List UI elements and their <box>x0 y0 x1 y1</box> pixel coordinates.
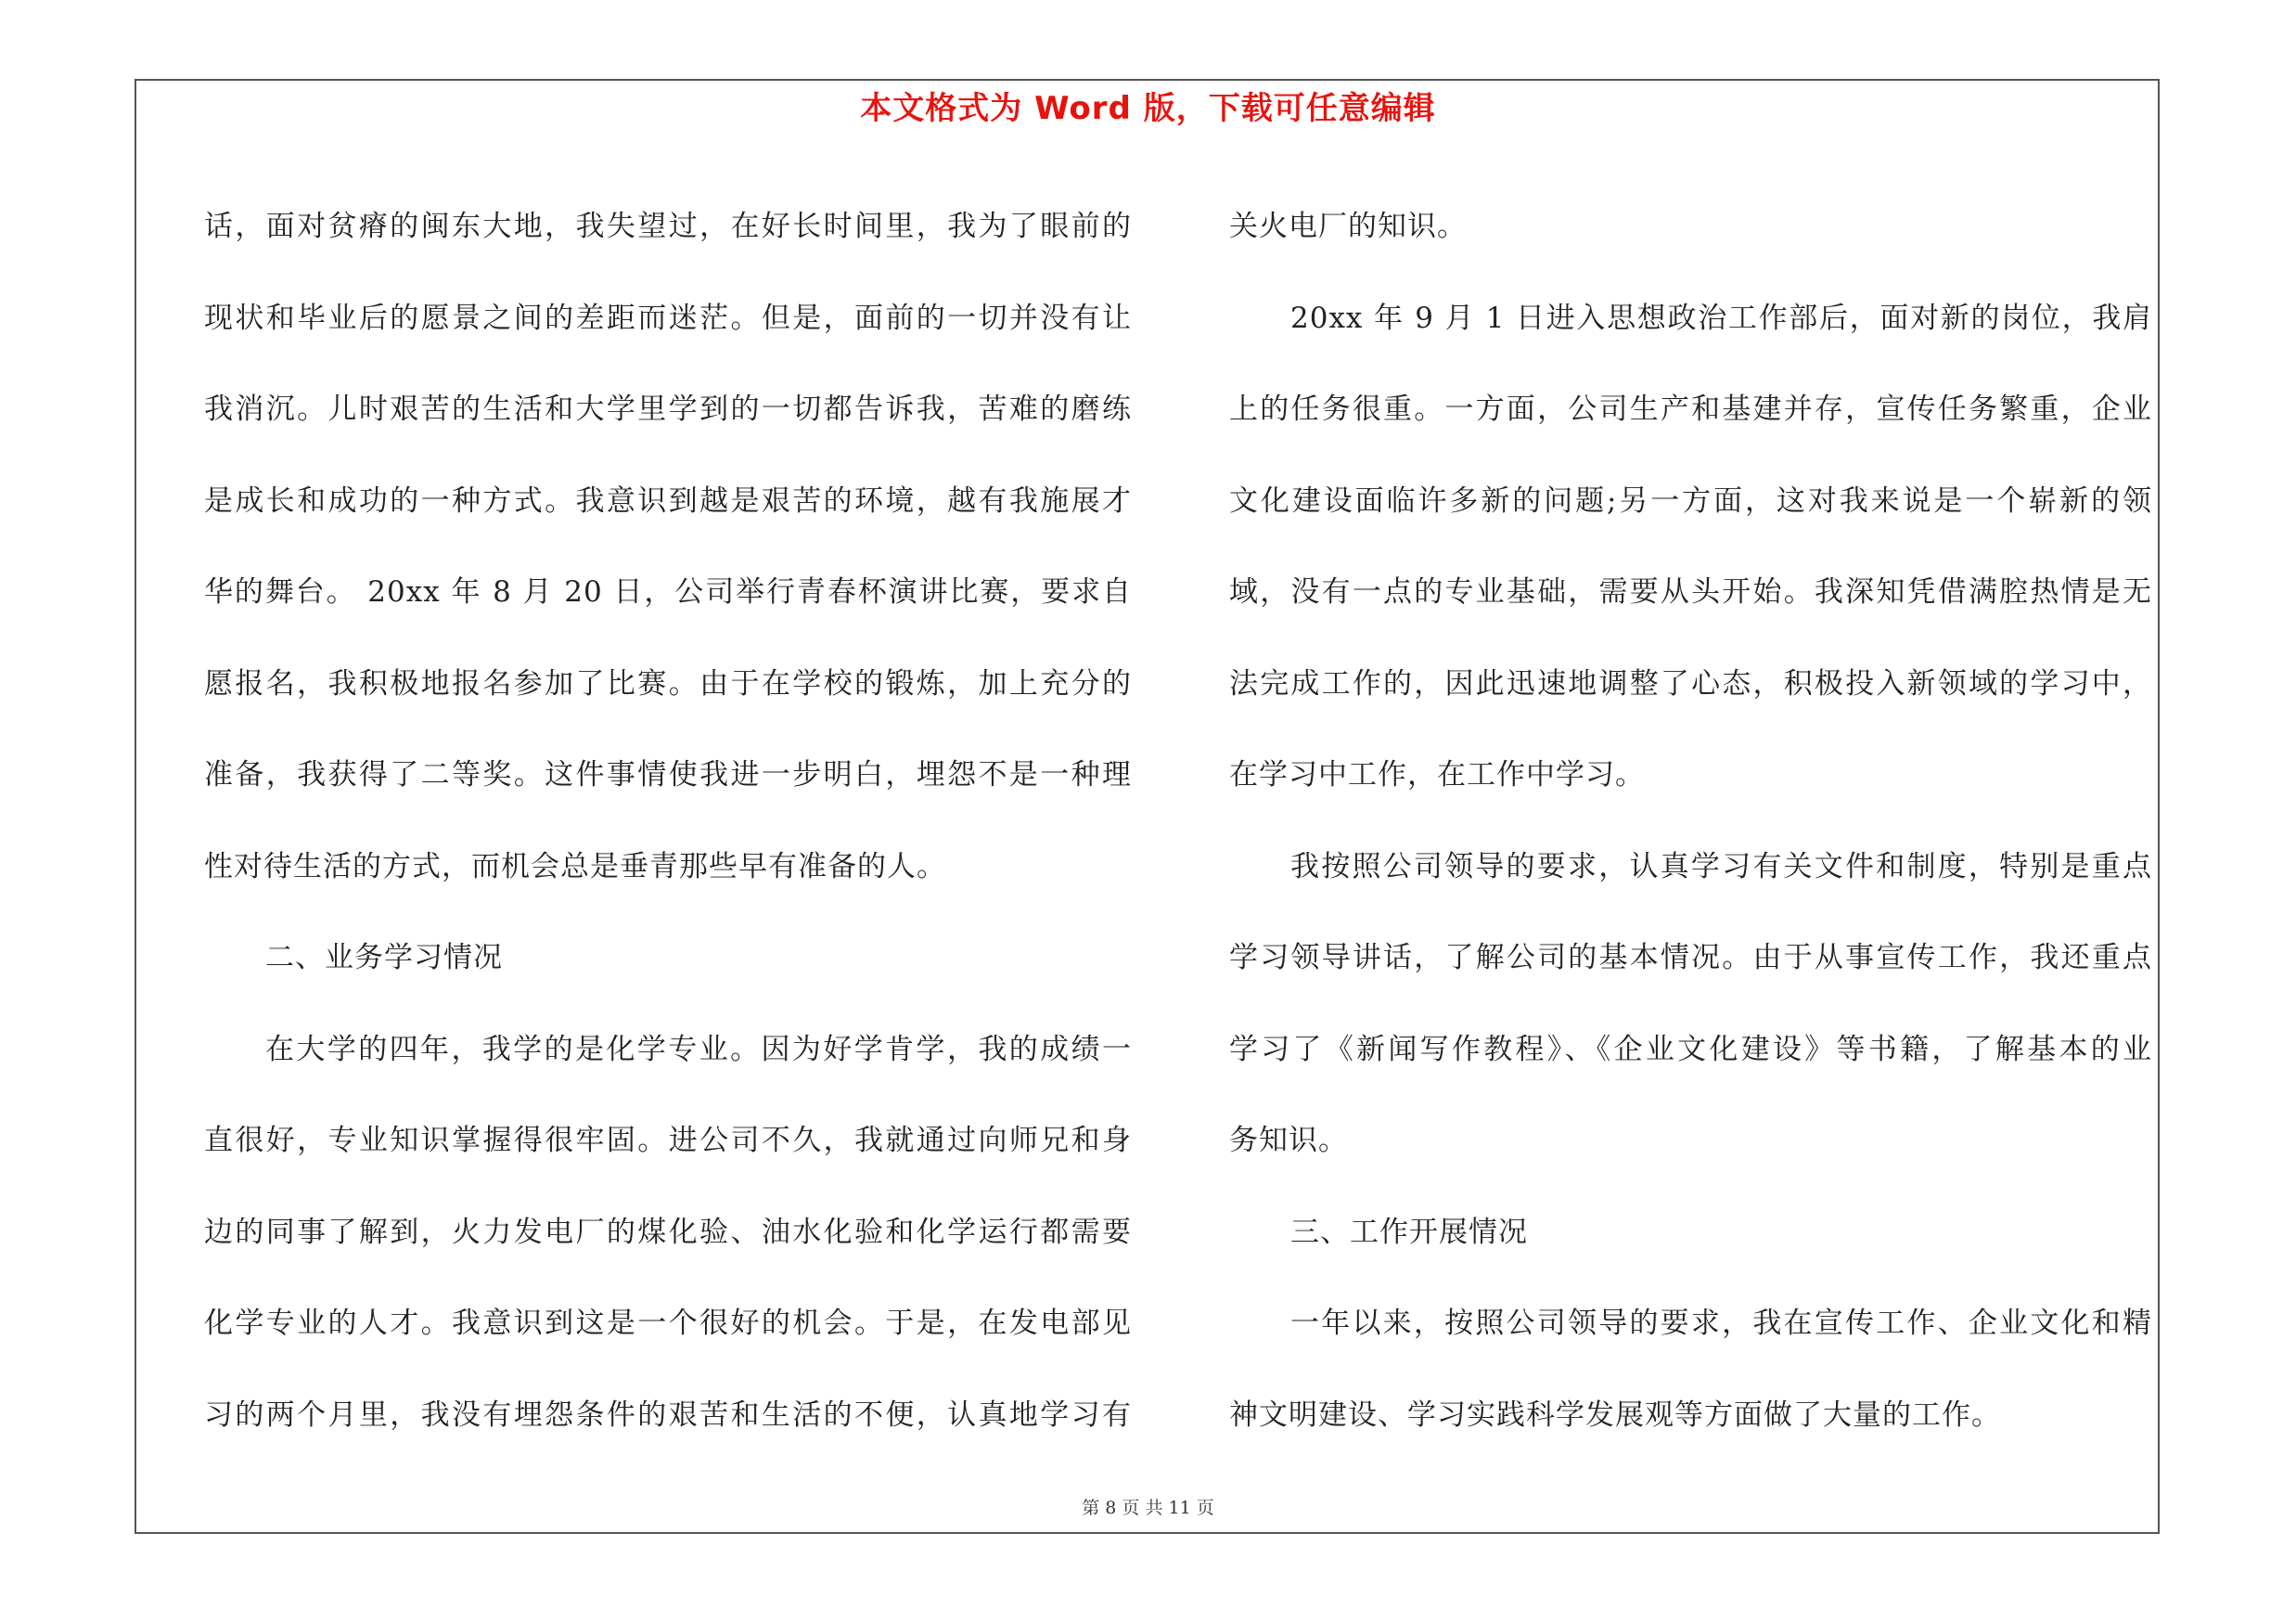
text-line: 关火电厂的知识。 <box>1229 210 1467 243</box>
text-line: 在学习中工作，在工作中学习。 <box>1229 758 1645 792</box>
text-line: 一年以来，按照公司领导的要求，我在宣传工作、企业文化和精 <box>1290 1307 2152 1340</box>
text-line: 文化建设面临许多新的问题;另一方面，这对我来说是一个崭新的领 <box>1229 483 2152 518</box>
text-line: 在大学的四年，我学的是化学专业。因为好学肯学，我的成绩一 <box>265 1032 1132 1066</box>
text-line: 三、工作开展情况 <box>1290 1215 1528 1249</box>
text-line: 二、业务学习情况 <box>265 941 503 974</box>
text-line: 准备，我获得了二等奖。这件事情使我进一步明白，埋怨不是一种理 <box>204 758 1132 792</box>
left-text-column <box>204 181 1132 1461</box>
format-notice-banner: 本文格式为 Word 版，下载可任意编辑 <box>860 90 1436 127</box>
text-line: 20xx 年 9 月 1 日进入思想政治工作部后，面对新的岗位，我肩 <box>1290 301 2152 335</box>
text-line: 学习了《新闻写作教程》、《企业文化建设》等书籍，了解基本的业 <box>1229 1032 2152 1066</box>
text-line: 我按照公司领导的要求，认真学习有关文件和制度，特别是重点 <box>1290 849 2152 883</box>
text-line: 上的任务很重。一方面，公司生产和基建并存，宣传任务繁重，企业 <box>1229 393 2152 426</box>
text-line: 边的同事了解到，火力发电厂的煤化验、油水化验和化学运行都需要 <box>204 1215 1132 1249</box>
text-line: 愿报名，我积极地报名参加了比赛。由于在学校的锻炼，加上充分的 <box>204 666 1132 701</box>
text-line: 是成长和成功的一种方式。我意识到越是艰苦的环境，越有我施展才 <box>204 483 1132 518</box>
text-line: 华的舞台。 20xx 年 8 月 20 日，公司举行青春杯演讲比赛，要求自 <box>204 575 1132 609</box>
page-number-footer: 第 8 页 共 11 页 <box>1082 1498 1214 1518</box>
text-line: 话，面对贫瘠的闽东大地，我失望过，在好长时间里，我为了眼前的 <box>204 210 1132 243</box>
text-line: 习的两个月里，我没有埋怨条件的艰苦和生活的不便，认真地学习有 <box>204 1398 1132 1432</box>
text-line: 域，没有一点的专业基础，需要从头开始。我深知凭借满腔热情是无 <box>1229 575 2152 609</box>
right-text-column <box>1229 181 2152 1461</box>
text-line: 务知识。 <box>1229 1124 1348 1157</box>
text-line: 学习领导讲话，了解公司的基本情况。由于从事宣传工作，我还重点 <box>1229 941 2152 974</box>
text-line: 法完成工作的，因此迅速地调整了心态，积极投入新领域的学习中， <box>1229 666 2152 701</box>
text-line: 我消沉。儿时艰苦的生活和大学里学到的一切都告诉我，苦难的磨练 <box>204 393 1132 426</box>
text-line: 直很好，专业知识掌握得很牢固。进公司不久，我就通过向师兄和身 <box>204 1124 1132 1157</box>
text-line: 现状和毕业后的愿景之间的差距而迷茫。但是，面前的一切并没有让 <box>204 301 1132 335</box>
text-line: 性对待生活的方式，而机会总是垂青那些早有准备的人。 <box>204 849 946 883</box>
text-line: 化学专业的人才。我意识到这是一个很好的机会。于是，在发电部见 <box>204 1307 1132 1340</box>
text-line: 神文明建设、学习实践科学发展观等方面做了大量的工作。 <box>1229 1398 2001 1432</box>
